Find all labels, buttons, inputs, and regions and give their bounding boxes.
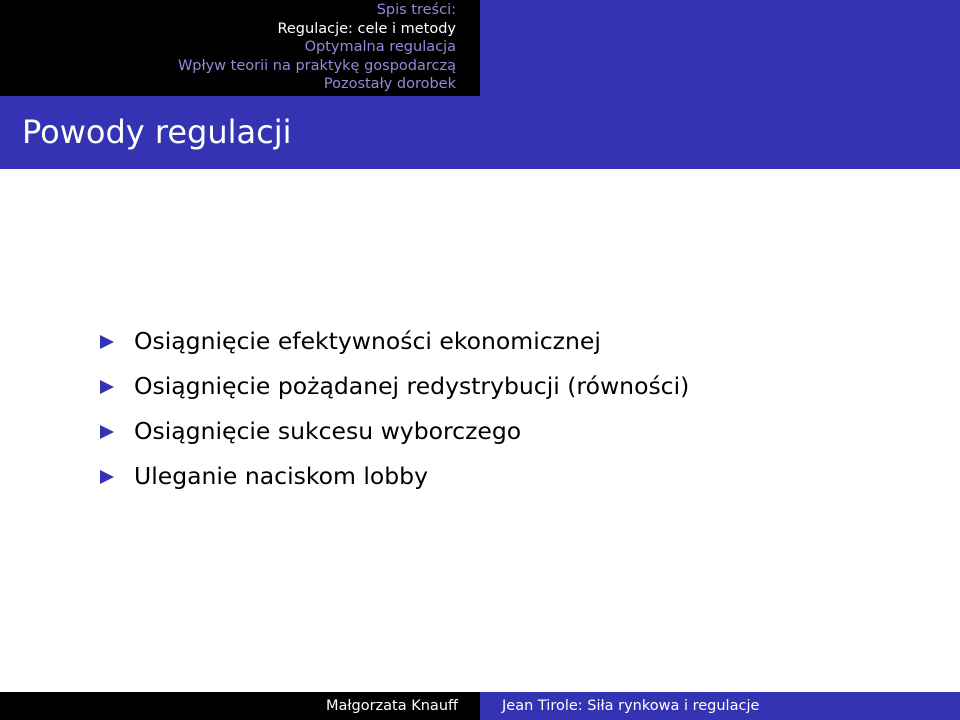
list-item-text: Osiągnięcie sukcesu wyborczego (134, 417, 522, 445)
footer-left-panel (0, 692, 480, 720)
list-item-text: Osiągnięcie pożądanej redystrybucji (równości) (134, 372, 690, 400)
list-item-text: Osiągnięcie efektywności ekonomicznej (134, 327, 601, 355)
headline-bar (0, 0, 960, 96)
toc-heading: Spis treści: (376, 2, 456, 18)
toc-section-optymalna-regulacja[interactable]: Optymalna regulacja (304, 39, 456, 55)
footer-title: Jean Tirole: Siła rynkowa i regulacje (502, 698, 760, 714)
triangle-bullet-icon (100, 335, 114, 349)
list-item (100, 366, 920, 411)
table-of-contents (178, 1, 456, 94)
frame-title-bar (0, 96, 960, 169)
headline-right-panel (480, 0, 960, 96)
frame-title: Powody regulacji (22, 113, 292, 151)
toc-section-wplyw-teorii[interactable]: Wpływ teorii na praktykę gospodarczą (177, 57, 456, 74)
footer-bar (0, 692, 960, 720)
list-item-text: Uleganie naciskom lobby (134, 462, 429, 490)
list-item (100, 411, 920, 456)
footer-author: Małgorzata Knauff (326, 698, 458, 714)
list-item (100, 456, 920, 501)
list-item (100, 321, 920, 366)
triangle-bullet-icon (100, 425, 114, 439)
footer-right-panel (480, 692, 960, 720)
toc-section-pozostaly-dorobek[interactable]: Pozostały dorobek (323, 76, 456, 92)
toc-section-regulacje-cele-i-metody[interactable]: Regulacje: cele i metody (277, 20, 456, 37)
triangle-bullet-icon (100, 470, 114, 484)
headline-left-panel (0, 0, 480, 96)
triangle-bullet-icon (100, 380, 114, 394)
bullet-list (100, 321, 920, 501)
